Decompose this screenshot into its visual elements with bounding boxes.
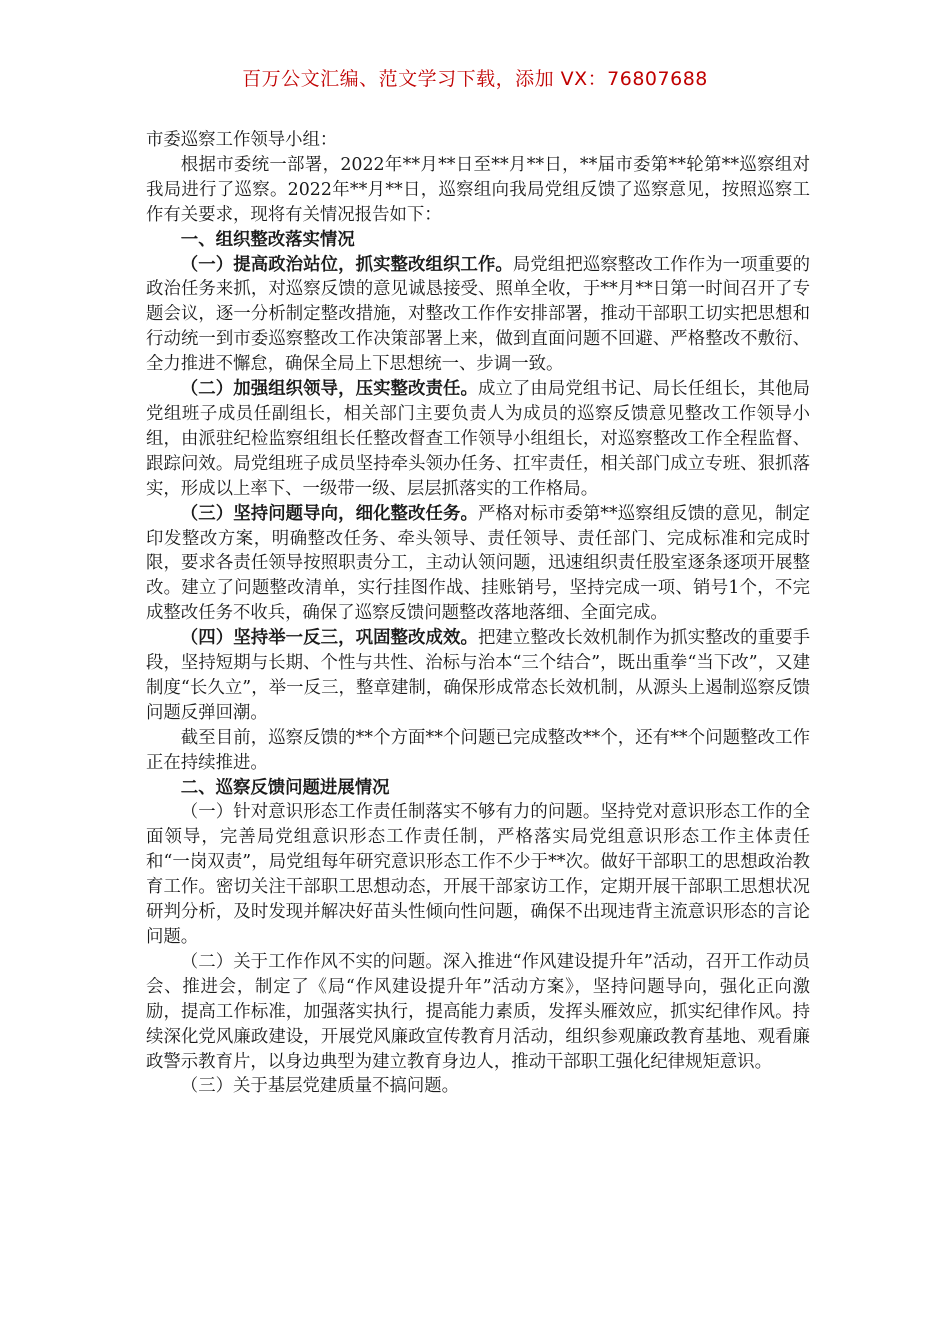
paragraph-text: 严格对标市委第**巡察组反馈的意见，制定印发整改方案，明确整改任务、牵头领导、责任领导、责任部门、完成标准和完成时限，要求各责任领导按照职责分工，主动认领问题，迅速组织责任股室逐条逐项开展整改。建立了问题整改清单，实行挂图作战、挂账销号，坚持完成一项、销号1个，不完成整改任务不收兵，确保了巡察反馈问题整改落地落细、全面完成。	[146, 503, 810, 624]
section1-paragraph-1	[146, 253, 810, 378]
paragraph-lead: （三）坚持问题导向，细化整改任务。	[180, 503, 478, 524]
section1-paragraph-4	[146, 626, 810, 726]
paragraph-lead: （二）加强组织领导，压实整改责任。	[180, 379, 478, 400]
paragraph-lead: （一）提高政治站位，抓实整改组织工作。	[180, 254, 513, 275]
section-heading: 二、巡察反馈问题进展情况	[180, 777, 390, 798]
section2-paragraph-1: （一）针对意识形态工作责任制落实不够有力的问题。坚持党对意识形态工作的全面领导，完善局党组意识形态工作责任制，严格落实局党组意识形态工作主体责任和“一岗双责”，局党组每年研究意识形态工作不少于**次。做好干部职工的思想政治教育工作。密切关注干部职工思想动态，开展干部家访工作，定期开展干部职工思想状况研判分析，及时发现并解决好苗头性倾向性问题，确保不出现违背主流意识形态的言论问题。	[146, 802, 810, 947]
header-banner: 百万公文汇编、范文学习下载，添加 VX：76807688	[242, 68, 708, 90]
paragraph-text: 局党组把巡察整改工作作为一项重要的政治任务来抓，对巡察反馈的意见诚恳接受、照单全收，于**月**日第一时间召开了专题会议，逐一分析制定整改措施，对整改工作作安排部署，推动干部职工切实把思想和行动统一到市委巡察整改工作决策部署上来，做到直面问题不回避、严格整改不敷衍、全力推进不懈怠，确保全局上下思想统一、步调一致。	[146, 254, 810, 375]
section2-paragraph-3: （三）关于基层党建质量不搞问题。	[180, 1076, 460, 1097]
summary-paragraph: 截至目前，巡察反馈的**个方面**个问题已完成整改**个，还有**个问题整改工作正在持续推进。	[146, 727, 810, 773]
paragraph-lead: （四）坚持举一反三，巩固整改成效。	[180, 628, 478, 649]
section1-paragraph-3	[146, 502, 810, 627]
section1-paragraph-2	[146, 377, 810, 502]
section-heading: 一、组织整改落实情况	[180, 229, 355, 250]
section2-paragraph-2: （二）关于工作作风不实的问题。深入推进“作风建设提升年”活动，召开工作动员会、推进会，制定了《局“作风建设提升年”活动方案》，坚持问题导向，强化正向激励，提高工作标准，加强落实执行，提高能力素质，发挥头雁效应，抓实纪律作风。持续深化党风廉政建设，开展党风廉政宣传教育月活动，组织参观廉政教育基地、观看廉政警示教育片，以身边典型为建立教育身边人，推动干部职工强化纪律规矩意识。	[146, 951, 810, 1072]
intro-paragraph: 根据市委统一部署，2022年**月**日至**月**日，**届市委第**轮第**巡察组对我局进行了巡察。2022年**月**日，巡察组向我局党组反馈了巡察意见，按照巡察工作有关要求，现将有关情况报告如下：	[146, 154, 810, 225]
salutation: 市委巡察工作领导小组：	[146, 130, 338, 150]
report-body	[146, 128, 810, 1099]
paragraph-text: 把建立整改长效机制作为抓实整改的重要手段，坚持短期与长期、个性与共性、治标与治本“三个结合”，既出重拳“当下改”，又建制度“长久立”，举一反三，整章建制，确保形成常态长效机制，从源头上遏制巡察反馈问题反弹回潮。	[146, 628, 810, 723]
paragraph-text: 成立了由局党组书记、局长任组长，其他局党组班子成员任副组长，相关部门主要负责人为成员的巡察反馈意见整改工作领导小组，由派驻纪检监察组组长任整改督查工作领导小组组长，对巡察整改工作全程监督、跟踪问效。局党组班子成员坚持牵头领办任务、扛牢责任，相关部门成立专班、狠抓落实，形成以上率下、一级带一级、层层抓落实的工作格局。	[146, 379, 810, 499]
